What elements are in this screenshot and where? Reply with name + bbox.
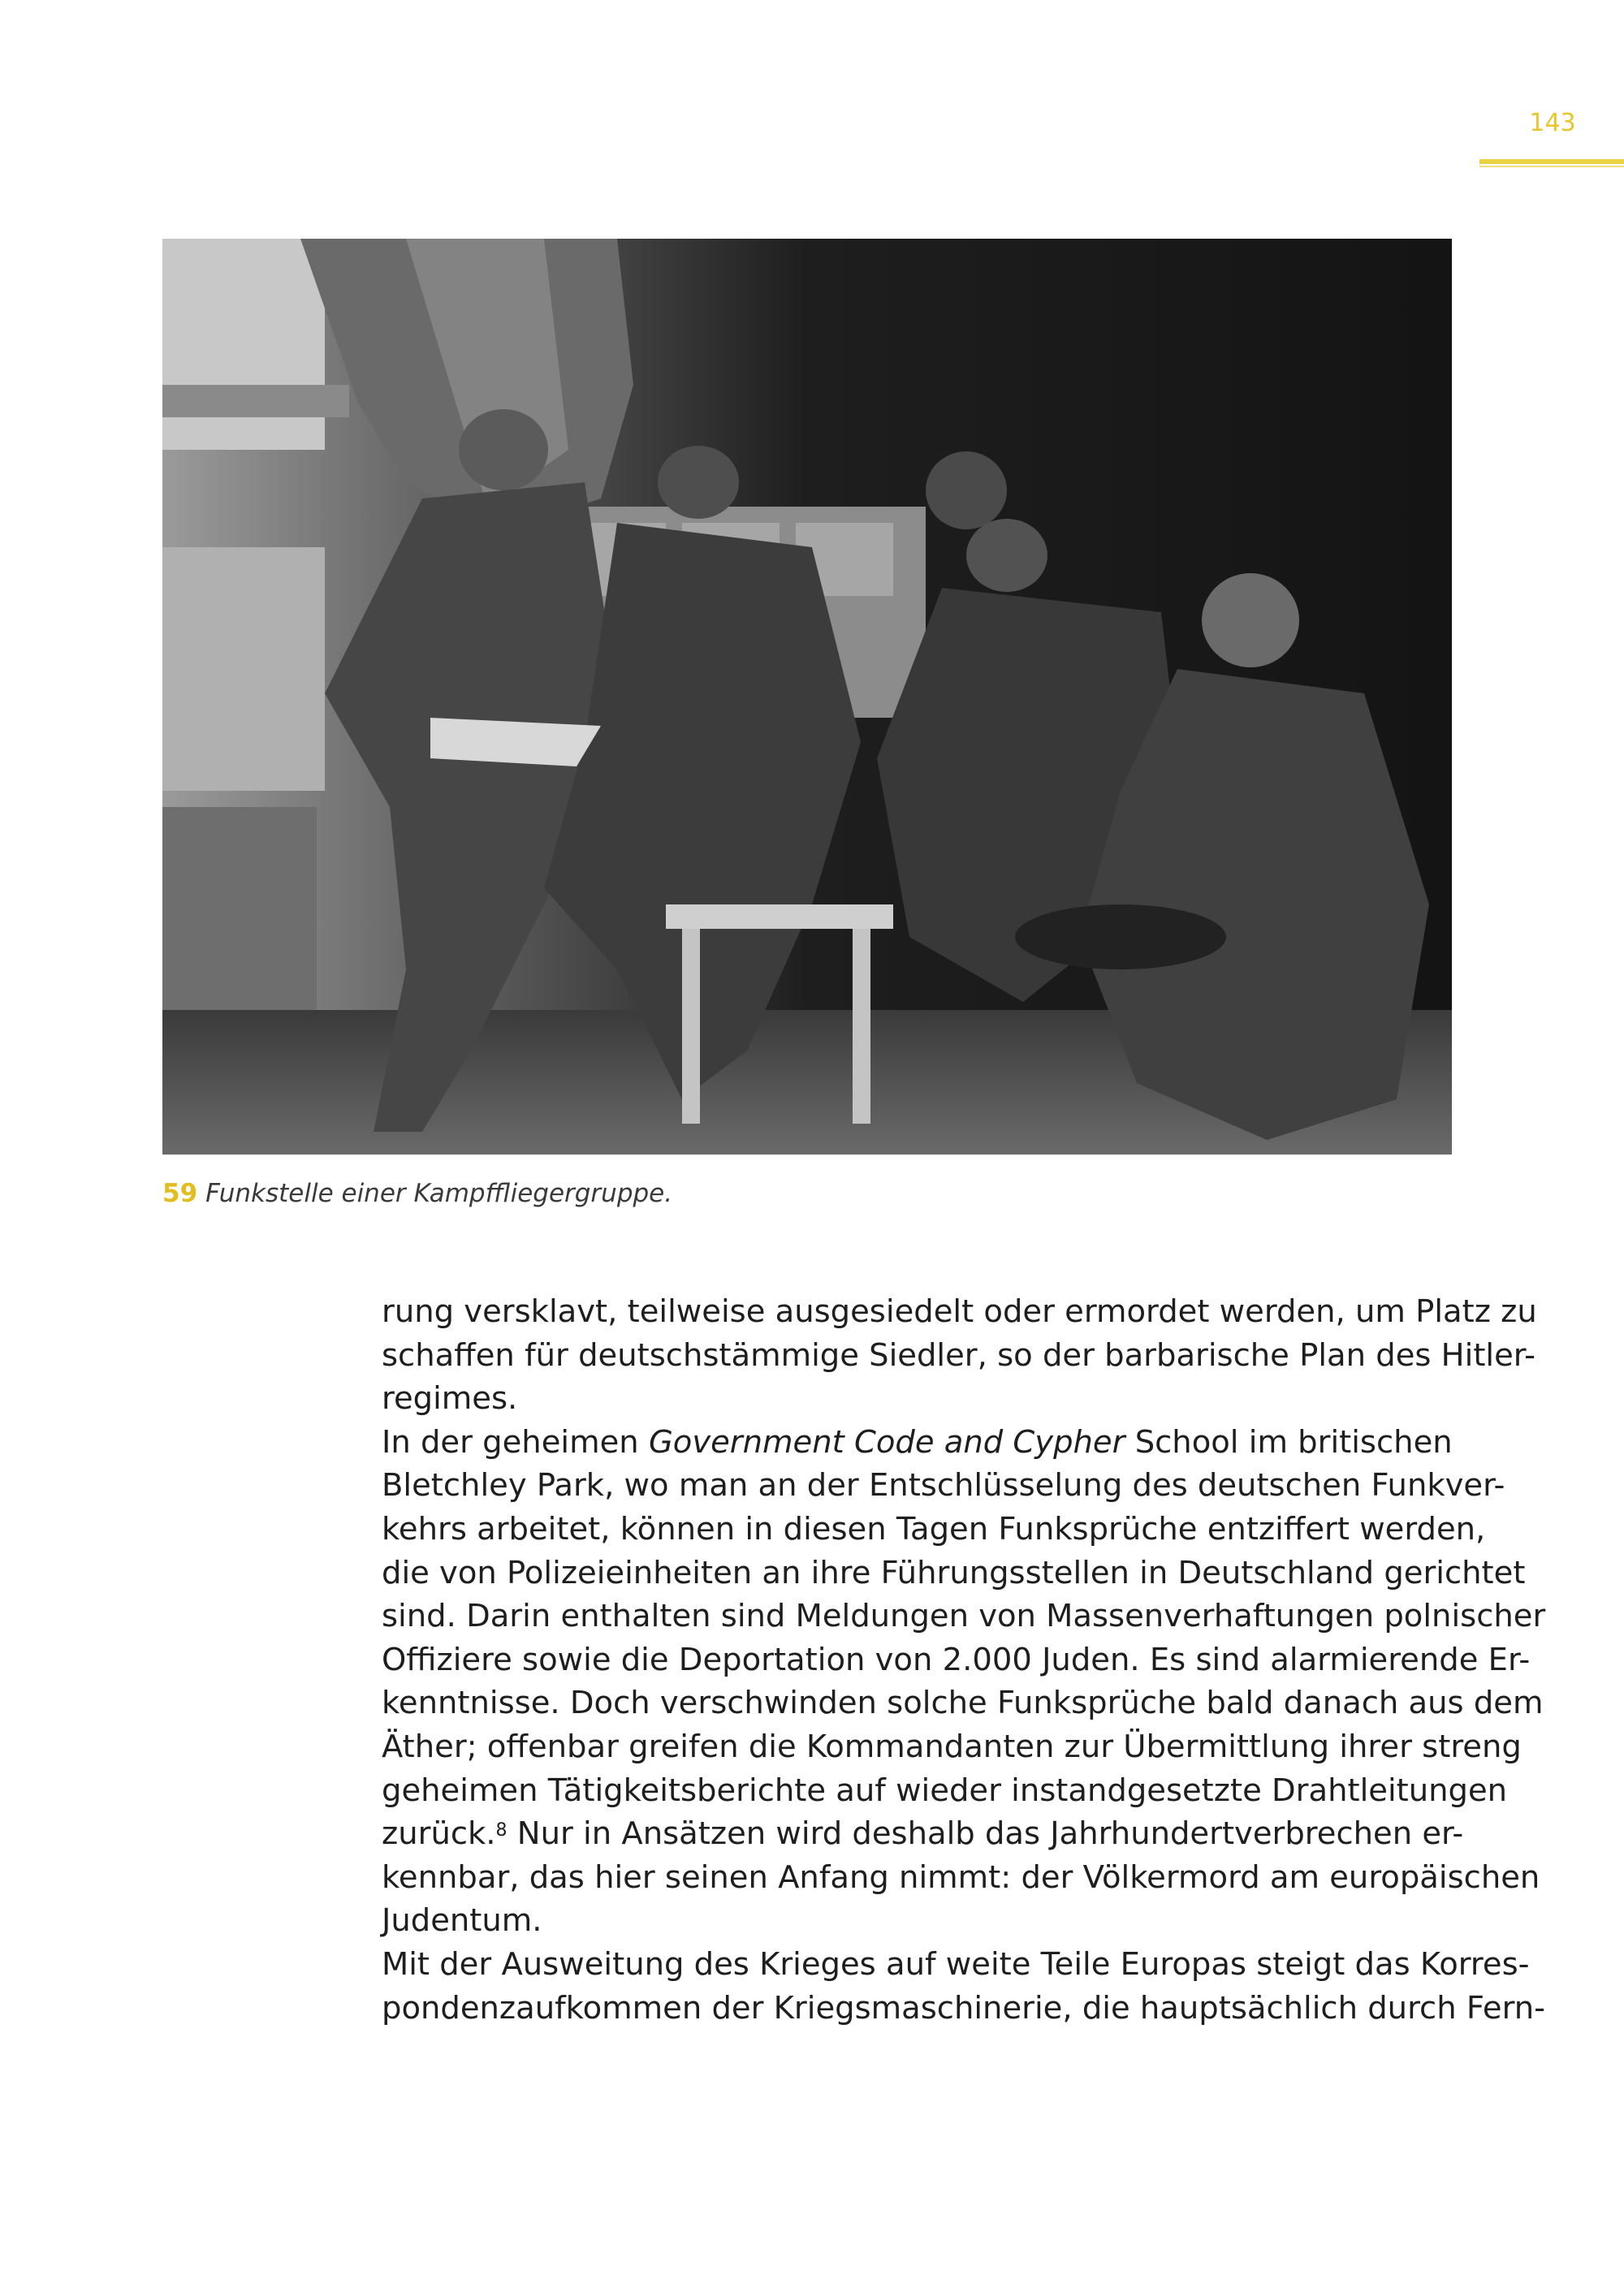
body-line-segment: School im britischen [1125,1423,1453,1461]
body-text [382,1290,1546,2030]
body-line: geheimen Tätigkeitsberichte auf wieder instandgesetzte Drahtleitungen [382,1772,1508,1809]
body-line-segment: Nur in Ansätzen wird deshalb das Jahrhundertverbrechen er- [507,1815,1464,1853]
body-line: Offiziere sowie die Deportation von 2.000 Juden. Es sind alarmierende Er- [382,1641,1531,1678]
body-line: sind. Darin enthalten sind Meldungen von Massenverhaftungen polnischer [382,1598,1546,1635]
page-number: 143 [1529,109,1576,137]
figure-photo [162,239,1452,1155]
figure-number: 59 [162,1179,198,1208]
body-line-italic: Government Code and Cypher [648,1423,1125,1461]
body-line: schaffen für deutschstämmige Siedler, so der barbarische Plan des Hitler- [382,1336,1536,1374]
body-line: kennbar, das hier seinen Anfang nimmt: der Völkermord am europäischen [382,1858,1540,1896]
photo-radio-station [162,239,1452,1155]
body-line [382,1421,1462,1465]
body-line: pondenzaufkommen der Kriegsmaschinerie, die hauptsächlich durch Fern- [382,1989,1546,2027]
body-line: Judentum. [382,1902,542,1940]
body-line: regimes. [382,1380,518,1418]
body-line: Bletchley Park, wo man an der Entschlüsselung des deutschen Funkver- [382,1467,1505,1504]
body-line: die von Polizeieinheiten an ihre Führungsstellen in Deutschland gerichtet [382,1554,1526,1591]
body-line: Äther; offenbar greifen die Kommandanten zur Übermittlung ihrer streng [382,1728,1522,1765]
figure-caption [162,1179,672,1208]
body-line: rung versklavt, teilweise ausgesiedelt oder ermordet werden, um Platz zu [382,1293,1537,1330]
page-number-rule [1479,159,1624,164]
body-line-segment: In der geheimen [382,1423,649,1461]
body-line: kehrs arbeitet, können in diesen Tagen Funksprüche entziffert werden, [382,1510,1486,1547]
figure-caption-text: Funkstelle einer Kampffliegergruppe. [205,1179,673,1208]
body-line-segment: zurück. [382,1815,496,1853]
page-number-rule-thin [1479,166,1624,167]
body-line: kenntnisse. Doch verschwinden solche Funksprüche bald danach aus dem [382,1685,1544,1722]
body-line: Mit der Ausweitung des Krieges auf weite Teile Europas steigt das Korres- [382,1945,1530,1983]
body-line [382,1812,1462,1856]
footnote-marker[interactable]: 8 [495,1820,508,1841]
